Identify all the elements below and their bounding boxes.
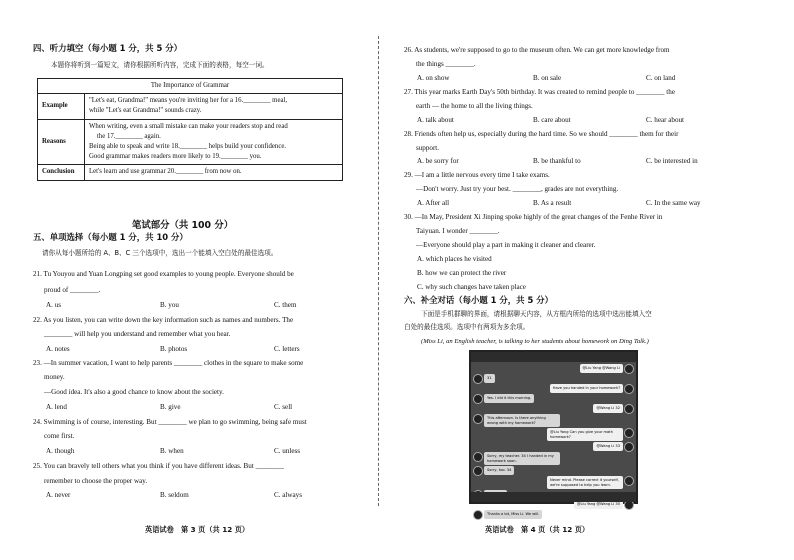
avatar [624, 476, 634, 486]
page-divider [378, 36, 379, 506]
section4-title: 四、听力填空（每小题 1 分，共 5 分） [33, 43, 182, 53]
question-text: the things ________. [416, 60, 476, 68]
option-c: C. In the same way [646, 199, 701, 207]
option-c: C. on land [646, 74, 676, 82]
question-text: 25. You can bravely tell others what you think if you have different ideas. But ________ [33, 462, 284, 470]
avatar [473, 414, 483, 424]
row-text: Good grammar makes readers more likely to 19.________ you. [89, 153, 262, 161]
question-text: ________ will help you understand and remember what you hear. [44, 330, 231, 338]
table-row [38, 119, 343, 165]
dialogue-caption: (Miss Li, an English teacher, is talking to her students about homework on Ding Talk.) [421, 338, 649, 345]
question-text: —Good idea. It's also a good chance to know about the society. [44, 388, 224, 396]
page-3 [0, 0, 378, 560]
row-text: "Let's eat, Grandma!" means you're inviting her for a 16.________ meal, [89, 97, 288, 105]
question-text: 24. Swimming is of course, interesting. But ________ we plan to go swimming, being safe must [33, 418, 307, 426]
question-text: 26. As students, we're supposed to go to the museum often. We can get more knowledge from [404, 46, 670, 54]
option-b: B. when [160, 447, 184, 455]
option-a: A. us [46, 301, 61, 309]
row-text: the 17.________ again. [97, 132, 161, 140]
row-label: Example [38, 94, 85, 119]
option-c: C. unless [274, 447, 301, 455]
option-c: C. letters [274, 345, 300, 353]
option-c: C. hear about [646, 116, 685, 124]
chat-message: Sorry, my teacher. 34 I handed in my homework soon. [484, 452, 560, 465]
avatar [473, 394, 483, 404]
chat-message: @Liu Yang Can you give your math homework? [547, 428, 623, 441]
avatar [624, 364, 634, 374]
option-c: C. be interested in [646, 157, 698, 165]
question-text: 30. —In May, President Xi Jinping spoke highly of the great changes of the Fenhe River in [404, 213, 663, 221]
option-b: B. you [160, 301, 179, 309]
option-c: C. sell [274, 403, 293, 411]
row-text: Being able to speak and write 18.________ helps build your confidence. [89, 142, 287, 150]
table-title: The Importance of Grammar [38, 79, 343, 94]
option-a: A. notes [46, 345, 70, 353]
option-a: A. on show [417, 74, 450, 82]
table-row [38, 94, 343, 119]
question-text: 21. Tu Youyou and Yuan Longping set good examples to young people. Everyone should be [33, 270, 294, 278]
option-a: A. After all [417, 199, 450, 207]
question-text: 23. —In summer vacation, I want to help parents ________ clothes in the square to make some [33, 359, 304, 367]
option-b: B. be thankful to [533, 157, 581, 165]
chat-message: @Liu Yang @Wang Li [580, 364, 623, 373]
option-b: B. how we can protect the river [417, 269, 507, 277]
option-a: A. be sorry for [417, 157, 459, 165]
question-text: 28. Friends often help us, especially during the hard time. So we should ________ them for their [404, 130, 679, 138]
avatar [624, 384, 634, 394]
chat-message: @Wang Li 32 [593, 404, 623, 413]
option-b: B. care about [533, 116, 571, 124]
avatar [624, 404, 634, 414]
section6-instruction: 下面是手机群聊的界面，请根据聊天内容，从方框内所给的选项中选出能填入空 [421, 310, 652, 318]
section6-title: 六、补全对话（每小题 1 分，共 5 分） [404, 295, 553, 305]
avatar [473, 510, 483, 520]
question-text: 27. This year marks Earth Day's 50th birthday. It was created to remind people to ________ the [404, 88, 675, 96]
question-text: 29. —I am a little nervous every time I take exams. [404, 171, 550, 179]
option-a: A. talk about [417, 116, 454, 124]
option-b: B. seldom [160, 491, 189, 499]
option-c: C. always [274, 491, 302, 499]
section4-instruction: 本题你将听到一篇短文，请你根据所听内容，完成下面的表格，每空一词。 [51, 61, 269, 69]
option-a: A. which places he visited [417, 255, 492, 263]
chat-message: Never mind. Please correct it yourself, we're supposed to help you learn. [547, 476, 623, 489]
option-b: B. on sale [533, 74, 562, 82]
option-c: C. why such changes have taken place [417, 283, 526, 291]
avatar [624, 428, 634, 438]
option-a: A. lend [46, 403, 67, 411]
option-a: A. never [46, 491, 71, 499]
question-text: —Don't worry. Just try your best. ________, grades are not everything. [416, 185, 619, 193]
question-text: remember to choose the proper way. [44, 477, 148, 485]
question-text: money. [44, 373, 65, 381]
row-label: Conclusion [38, 165, 85, 180]
chat-message: This afternoon. Is there anything wrong with my homework? [484, 414, 560, 427]
option-c: C. them [274, 301, 297, 309]
row-label: Reasons [38, 119, 85, 165]
table-row [38, 165, 343, 180]
question-text: come first. [44, 432, 75, 440]
option-b: B. photos [160, 345, 188, 353]
question-text: earth — the home to all the living things. [416, 102, 533, 110]
avatar [624, 442, 634, 452]
question-text: 22. As you listen, you can write down the key information such as names and numbers. The [33, 316, 294, 324]
chat-message: @Liu Yang @Wang Li 35 [574, 500, 623, 509]
chat-screenshot [469, 350, 638, 516]
row-text: When writing, even a small mistake can make your readers stop and read [89, 122, 288, 130]
chat-status-bar [471, 352, 636, 362]
grammar-table [37, 78, 343, 181]
option-a: A. though [46, 447, 75, 455]
chat-message: Yes. I did it this morning. [484, 394, 534, 403]
page-footer: 英语试卷 第 4 页（共 12 页） [485, 525, 590, 534]
chat-message: Thanks a lot, Miss Li. We will. [484, 510, 542, 519]
avatar [473, 374, 483, 384]
chat-message: 31 [484, 374, 495, 383]
written-part-title: 笔试部分（共 100 分） [132, 220, 234, 231]
section5-instruction: 请你从每小题所给的 A、B、C 三个选项中，选出一个能填入空白处的最佳选项。 [42, 249, 278, 257]
row-text: Let's learn and use grammar 20.________ from now on. [89, 168, 242, 176]
chat-message: Have you handed in your homework? [550, 384, 623, 393]
option-b: B. give [160, 403, 181, 411]
question-text: —Everyone should play a part in making it cleaner and clearer. [416, 241, 596, 249]
question-text: proud of ________. [44, 286, 101, 294]
chat-message: @Wang Li 33 [593, 442, 623, 451]
question-text: Taiyuan. I wonder ________. [416, 227, 500, 235]
avatar [473, 452, 483, 462]
option-b: B. As a result [533, 199, 572, 207]
question-text: support. [416, 144, 440, 152]
avatar [473, 466, 483, 476]
chat-message: Sorry, too. 34 [484, 466, 514, 475]
section6-instruction: 白处的最佳选项。选项中有两项为多余项。 [404, 323, 530, 331]
chat-input-bar [471, 492, 636, 502]
row-text: while "Let's eat Grandma!" sounds crazy. [89, 107, 202, 115]
page-footer: 英语试卷 第 3 页（共 12 页） [145, 525, 250, 534]
section5-title: 五、单项选择（每小题 1 分，共 10 分） [33, 232, 188, 242]
